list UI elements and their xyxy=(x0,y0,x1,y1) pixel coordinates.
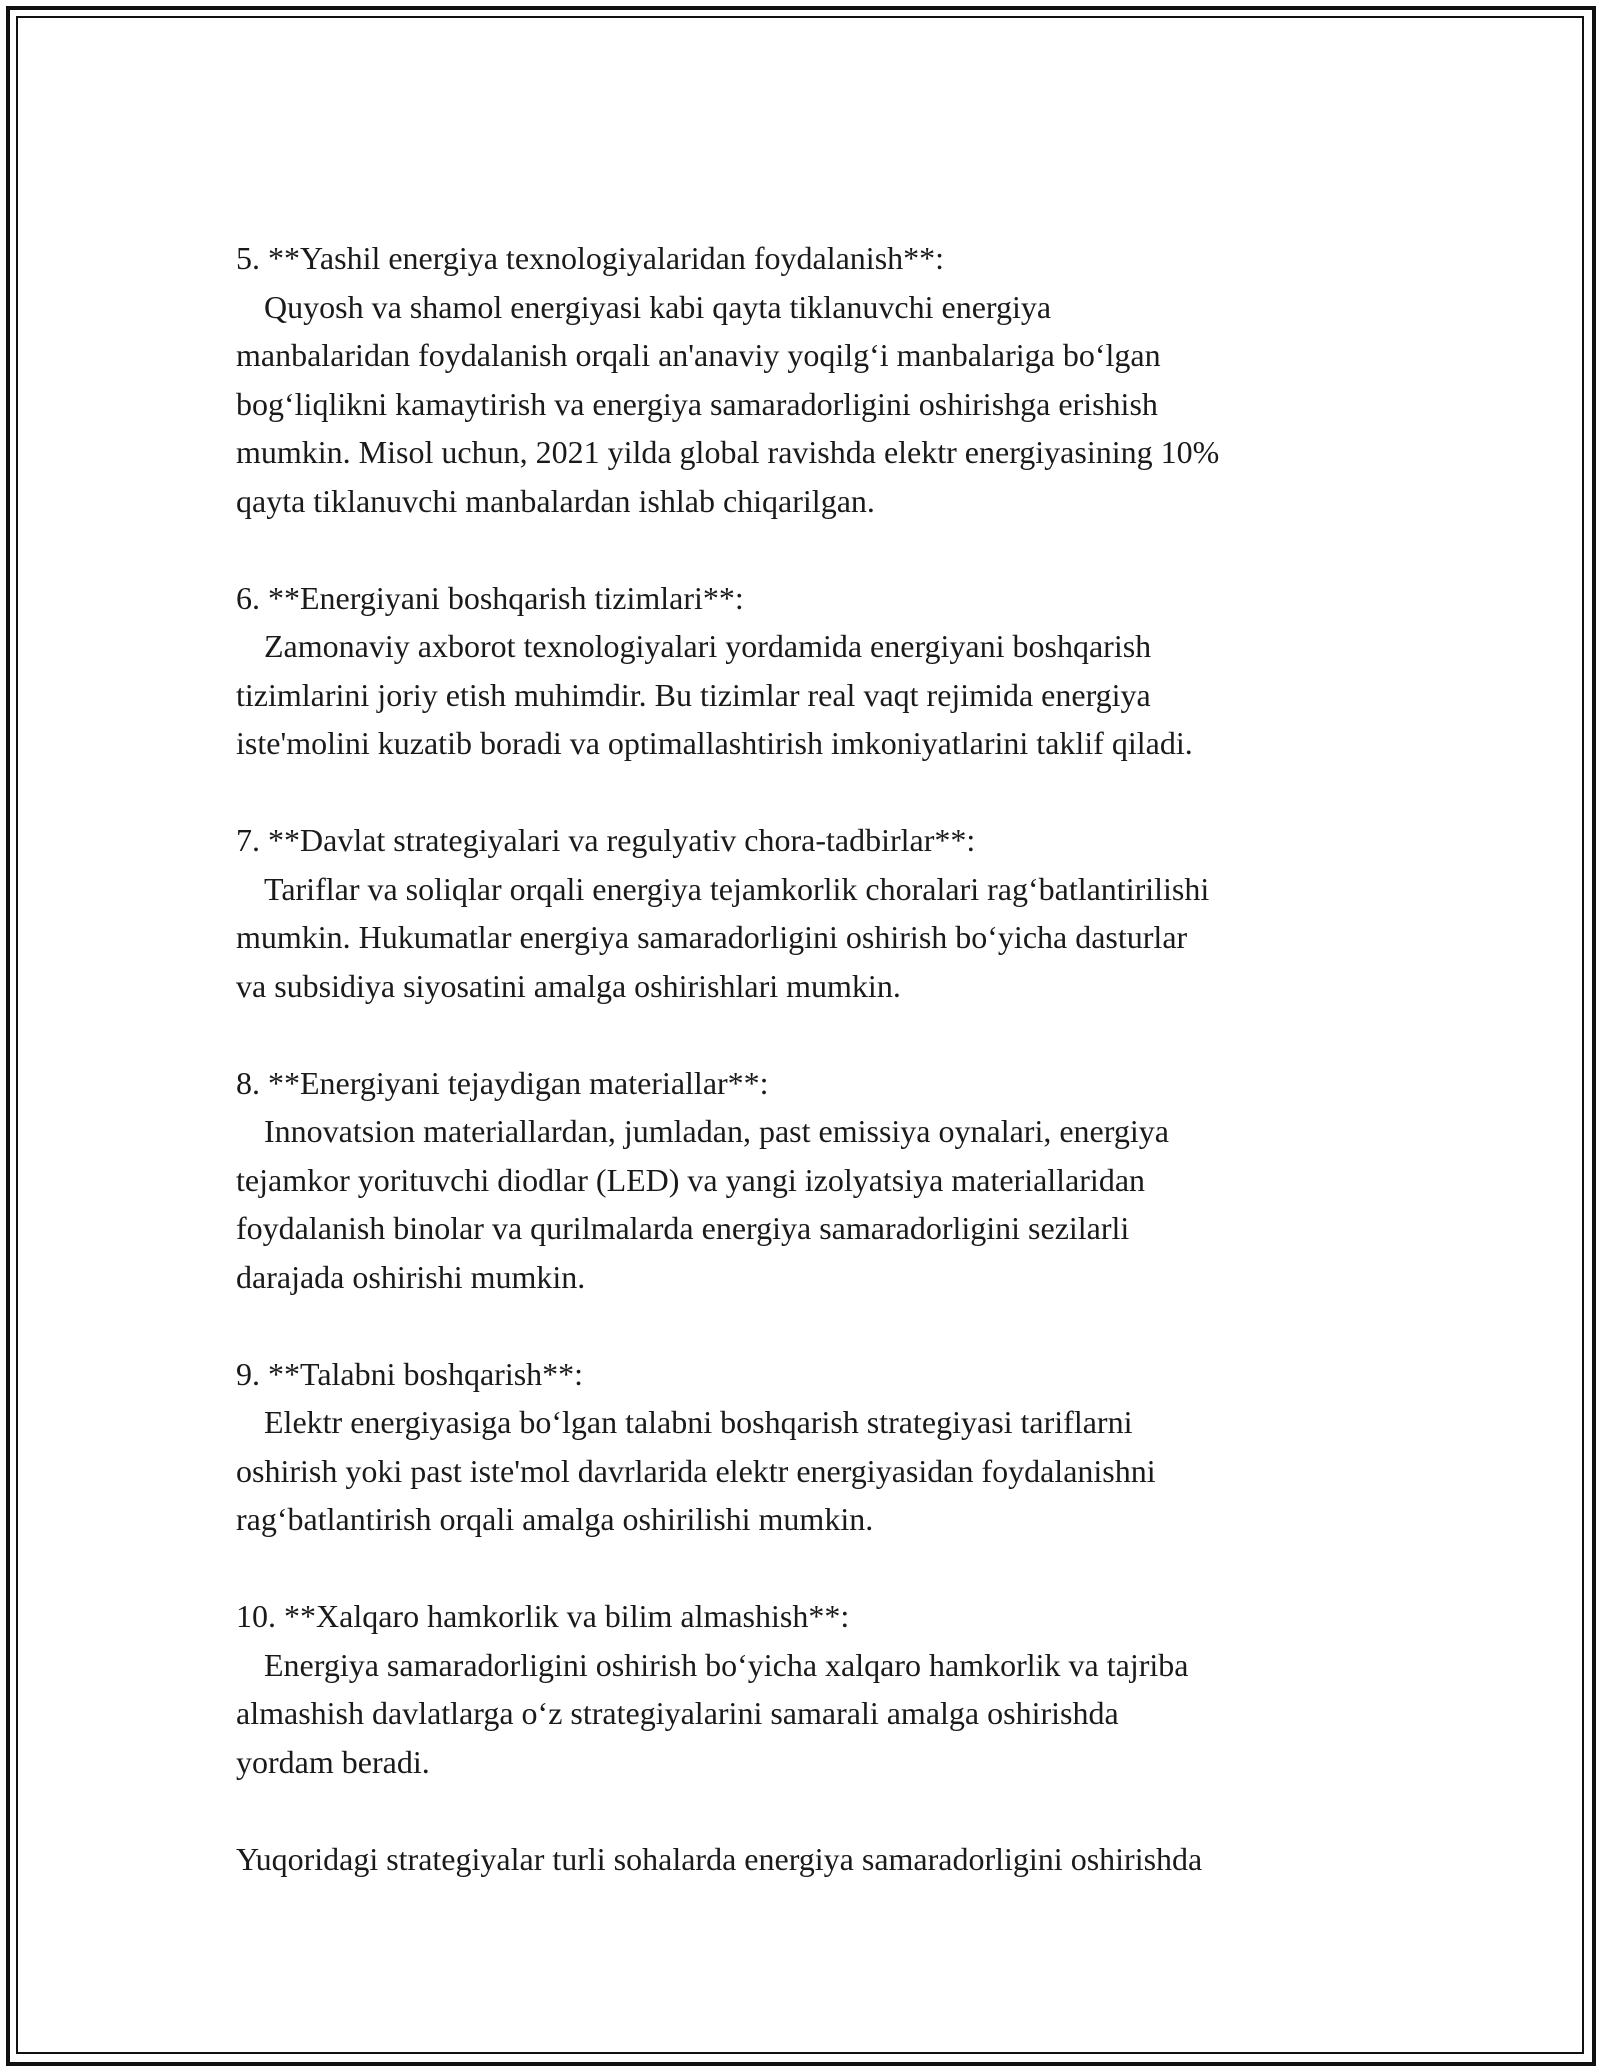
section-heading: 9. **Talabni boshqarish**: xyxy=(236,1355,584,1392)
section-text-line: Tariflar va soliqlar orqali energiya tejamkorlik choralari rag‘batlantirilishi xyxy=(264,870,1210,907)
section-6 xyxy=(236,574,1386,768)
section-text-line: va subsidiya siyosatini amalga oshirishlari mumkin. xyxy=(236,967,901,1004)
section-heading: 10. **Xalqaro hamkorlik va bilim almashish**: xyxy=(236,1598,850,1634)
section-heading: 7. **Davlat strategiyalari va regulyativ chora-tadbirlar**: xyxy=(236,822,976,858)
section-text-line: Quyosh va shamol energiyasi kabi qayta tiklanuvchi energiya xyxy=(264,288,1052,325)
section-text-line: almashish davlatlarga o‘z strategiyalarini samarali amalga oshirishda xyxy=(236,1695,1119,1731)
section-text-line: rag‘batlantirish orqali amalga oshirilishi mumkin. xyxy=(236,1501,874,1537)
section-8 xyxy=(236,1059,1386,1302)
section-text-line: Zamonaviy axborot texnologiyalari yordamida energiyani boshqarish xyxy=(264,628,1152,664)
section-heading: 6. **Energiyani boshqarish tizimlari**: xyxy=(236,579,744,616)
section-9 xyxy=(236,1350,1386,1544)
section-text-line: Elektr energiyasiga bo‘lgan talabni boshqarish strategiyasi tariflarni xyxy=(264,1404,1133,1440)
section-5 xyxy=(236,234,1386,525)
section-text-line: foydalanish binolar va qurilmalarda energiya samaradorligini sezilarli xyxy=(236,1210,1130,1246)
section-text-line: Innovatsion materiallardan, jumladan, past emissiya oynalari, energiya xyxy=(264,1113,1169,1149)
section-heading: 8. **Energiyani tejaydigan materiallar**: xyxy=(236,1064,769,1101)
section-text-line: bog‘liqlikni kamaytirish va energiya samaradorligini oshirishga erishish xyxy=(236,385,1158,422)
conclusion-paragraph: Yuqoridagi strategiyalar turli sohalarda energiya samaradorligini oshirishda xyxy=(236,1840,1203,1877)
section-text-line: iste'molini kuzatib boradi va optimallashtirish imkoniyatlarini taklif qiladi. xyxy=(236,725,1193,761)
section-text-line: darajada oshirishi mumkin. xyxy=(236,1258,586,1295)
section-text-line: manbalaridan foydalanish orqali an'anaviy yoqilg‘i manbalariga bo‘lgan xyxy=(236,337,1161,373)
section-text-line: mumkin. Misol uchun, 2021 yilda global ravishda elektr energiyasining 10% xyxy=(236,434,1220,470)
section-text-line: qayta tiklanuvchi manbalardan ishlab chiqarilgan. xyxy=(236,482,875,519)
section-heading: 5. **Yashil energiya texnologiyalaridan foydalanish**: xyxy=(236,240,945,276)
section-text-line: tejamkor yorituvchi diodlar (LED) va yangi izolyatsiya materiallaridan xyxy=(236,1161,1146,1198)
section-text-line: Energiya samaradorligini oshirish bo‘yicha xalqaro hamkorlik va tajriba xyxy=(264,1646,1189,1683)
section-7 xyxy=(236,816,1386,1010)
document-body xyxy=(236,234,1386,1883)
section-text-line: yordam beradi. xyxy=(236,1743,430,1780)
section-text-line: mumkin. Hukumatlar energiya samaradorligini oshirish bo‘yicha dasturlar xyxy=(236,919,1188,955)
section-10 xyxy=(236,1592,1386,1786)
section-text-line: oshirish yoki past iste'mol davrlarida elektr energiyasidan foydalanishni xyxy=(236,1452,1156,1489)
section-text-line: tizimlarini joriy etish muhimdir. Bu tizimlar real vaqt rejimida energiya xyxy=(236,676,1151,713)
